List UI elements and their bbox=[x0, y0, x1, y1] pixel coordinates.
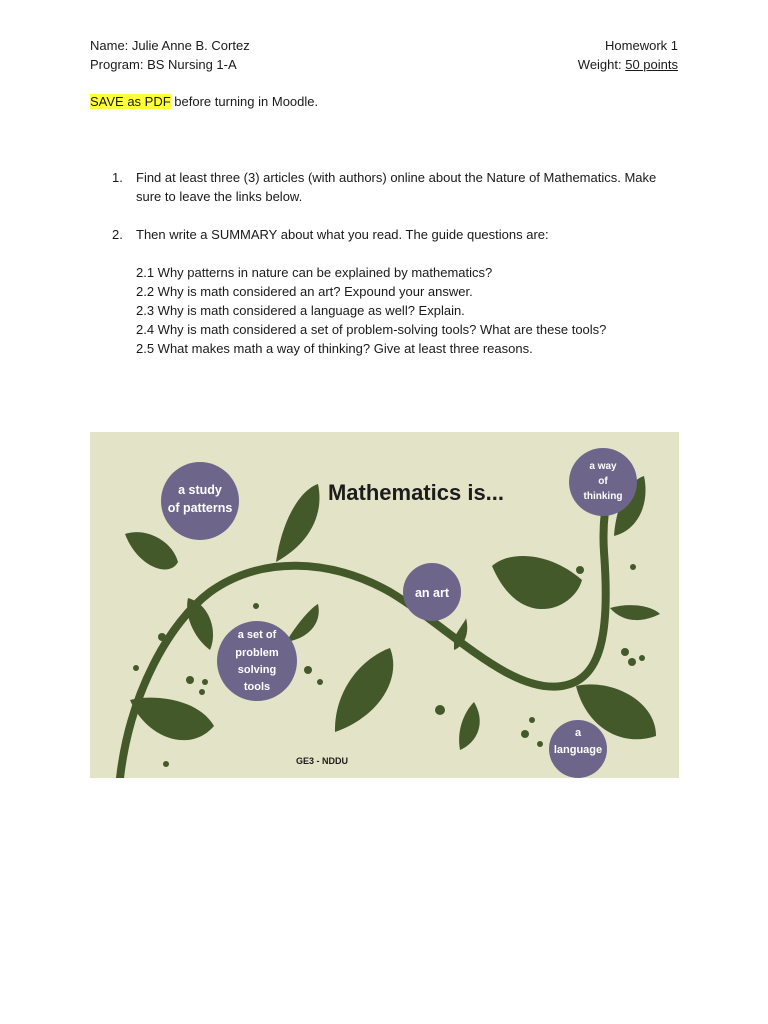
dot bbox=[537, 741, 543, 747]
guide-question: 2.5 What makes math a way of thinking? Give at least three reasons. bbox=[136, 341, 533, 356]
bubble-text: language bbox=[553, 744, 603, 756]
dot bbox=[630, 564, 636, 570]
leaf bbox=[125, 532, 178, 569]
dot bbox=[529, 717, 535, 723]
guide-questions bbox=[90, 263, 680, 358]
bubble-way-thinking bbox=[569, 448, 637, 516]
leaf bbox=[276, 484, 319, 562]
bubble-text: of bbox=[598, 476, 608, 487]
bubble-language bbox=[549, 720, 607, 778]
instruction-text: Find at least three (3) articles (with authors) online about the Nature of Mathematics. Make sure to leave the links below. bbox=[136, 170, 657, 204]
student-info bbox=[90, 36, 250, 74]
leaf bbox=[610, 605, 660, 620]
dot bbox=[639, 655, 645, 661]
instruction-item bbox=[90, 168, 680, 206]
dot bbox=[576, 566, 584, 574]
figure-title: Mathematics is... bbox=[327, 480, 505, 505]
dot bbox=[521, 730, 529, 738]
bubble-problem-solving bbox=[217, 621, 297, 701]
dot bbox=[253, 603, 259, 609]
student-program: Program: BS Nursing 1-A bbox=[90, 57, 237, 72]
homework-title: Homework 1 bbox=[605, 38, 678, 53]
guide-question: 2.1 Why patterns in nature can be explained by mathematics? bbox=[136, 265, 493, 280]
instruction-item bbox=[90, 225, 680, 244]
weight-label: Weight: bbox=[577, 57, 626, 72]
weight-value: 50 points bbox=[625, 57, 678, 72]
bubble-art bbox=[403, 563, 461, 621]
student-name: Name: Julie Anne B. Cortez bbox=[90, 38, 250, 53]
bubble-text: an art bbox=[414, 586, 450, 600]
guide-question: 2.3 Why is math considered a language as well? Explain. bbox=[136, 303, 465, 318]
bubble-text: thinking bbox=[583, 491, 623, 502]
bubble-text: a study bbox=[178, 483, 222, 497]
bubble-text: a bbox=[574, 727, 582, 739]
leaf bbox=[286, 604, 319, 642]
mathematics-is-figure bbox=[90, 432, 679, 778]
vine-illustration bbox=[90, 432, 679, 778]
bubble-text: problem bbox=[235, 647, 279, 659]
dot bbox=[435, 705, 445, 715]
dot bbox=[317, 679, 323, 685]
dot bbox=[186, 676, 194, 684]
homework-info bbox=[578, 36, 678, 74]
instruction-number: 1. bbox=[112, 170, 123, 185]
dot bbox=[163, 761, 169, 767]
instruction-number: 2. bbox=[112, 227, 123, 242]
bubble-study-patterns bbox=[161, 462, 239, 540]
dot bbox=[628, 658, 636, 666]
dot bbox=[199, 689, 205, 695]
bubble-text: tools bbox=[243, 681, 271, 693]
save-notice bbox=[90, 92, 318, 111]
dot bbox=[202, 679, 208, 685]
bubble-text: a set of bbox=[237, 629, 277, 641]
leaf bbox=[459, 702, 480, 750]
leaf bbox=[492, 556, 582, 609]
dot bbox=[621, 648, 629, 656]
bubble-text: solving bbox=[237, 664, 277, 676]
figure-footer: GE3 - NDDU bbox=[295, 756, 349, 766]
save-notice-rest: before turning in Moodle. bbox=[170, 94, 319, 109]
save-pdf-highlight: SAVE as PDF bbox=[90, 94, 171, 109]
leaf bbox=[335, 648, 393, 732]
guide-question: 2.4 Why is math considered a set of problem-solving tools? What are these tools? bbox=[136, 322, 607, 337]
leaf bbox=[130, 698, 214, 741]
dot bbox=[133, 665, 139, 671]
dot bbox=[304, 666, 312, 674]
guide-question: 2.2 Why is math considered an art? Expound your answer. bbox=[136, 284, 473, 299]
instruction-text: Then write a SUMMARY about what you read. The guide questions are: bbox=[136, 227, 549, 242]
instructions-list bbox=[90, 168, 680, 358]
bubble-text: of patterns bbox=[167, 501, 233, 515]
homework-weight bbox=[578, 55, 678, 74]
bubble-text: a way bbox=[589, 461, 617, 472]
